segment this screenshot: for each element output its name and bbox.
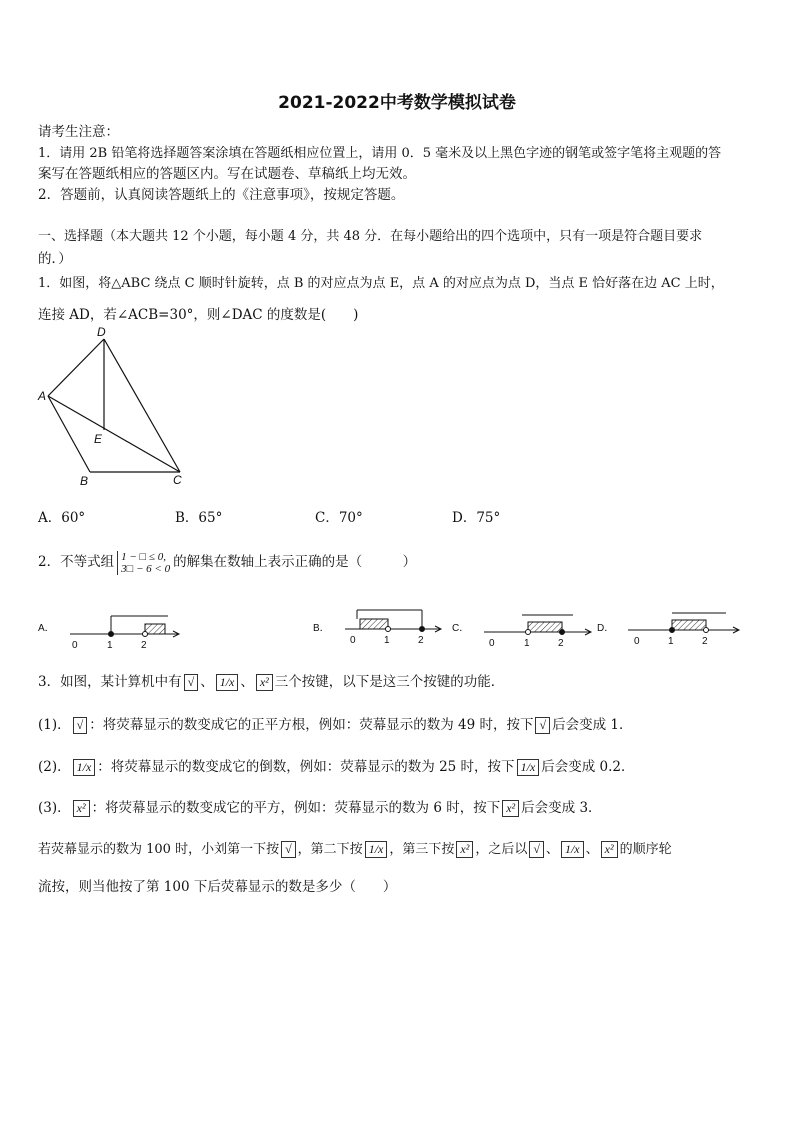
f1-text: ：将荧幕显示的数变成它的正平方根，例如：荧幕显示的数为 49 时，按下	[89, 717, 534, 733]
sqrt-key[interactable]: √	[184, 674, 199, 691]
tick-1-c: 1	[524, 638, 530, 649]
option-a-letter[interactable]: A．	[38, 623, 55, 634]
tick-2-b: 2	[418, 635, 424, 646]
page-title: 2021-2022中考数学模拟试卷	[278, 93, 516, 113]
last-c: ，第三下按	[389, 842, 455, 857]
tick-1-d: 1	[668, 636, 674, 647]
inequality-2: 3□ − 6 < 0	[121, 562, 171, 575]
segment-dc	[104, 339, 180, 472]
last-d: ，之后以	[475, 842, 528, 857]
q1-text-line1: 1．如图，将△ABC 绕点 C 顺时针旋转，点 B 的对应点为点 E，点 A 的对应点为点 D，当点 E 恰好落在边 AC 上时，	[38, 276, 724, 291]
f2-prefix: (2)．	[38, 759, 71, 775]
q1-option-a[interactable]: A．60°	[38, 510, 86, 526]
reciprocal-key[interactable]: 1/x	[561, 841, 584, 858]
label-d: D	[97, 325, 106, 339]
segment-ad	[48, 339, 104, 396]
q2-number-lines	[0, 606, 794, 652]
reciprocal-key[interactable]: 1/x	[517, 759, 540, 776]
option-c-letter[interactable]: C．	[452, 623, 470, 634]
label-a: A	[38, 389, 47, 403]
q3-function-2	[38, 755, 635, 776]
number-line-d	[628, 613, 739, 633]
reciprocal-key[interactable]: 1/x	[73, 759, 96, 776]
tick-0-c: 0	[489, 638, 495, 649]
notice-heading: 请考生注意：	[38, 124, 119, 140]
last-f: 、	[585, 842, 599, 857]
sqrt-key[interactable]: √	[281, 841, 296, 858]
q2-suffix: 的解集在数轴上表示正确的是（ ）	[173, 554, 417, 570]
q3-intro	[38, 670, 504, 691]
q3-sep1: 、	[200, 674, 214, 690]
q3-sep2: 、	[240, 674, 254, 690]
segment-ac	[48, 396, 180, 472]
tick-0-a: 0	[72, 640, 78, 651]
square-key[interactable]: x²	[73, 800, 90, 817]
sqrt-key[interactable]: √	[73, 717, 88, 734]
section-heading-line1: 一、选择题（本大题共 12 个小题，每小题 4 分，共 48 分．在每小题给出的四个选项中，只有一项是符合题目要求	[38, 229, 703, 244]
section-heading-line2: 的．）	[38, 251, 72, 267]
q3-function-3	[38, 796, 602, 817]
number-line-c	[484, 615, 591, 635]
last-e: 、	[545, 842, 559, 857]
f1-prefix: (1)．	[38, 717, 71, 733]
tick-2-d: 2	[702, 636, 708, 647]
tick-2-c: 2	[558, 638, 564, 649]
last-b: ，第二下按	[297, 842, 363, 857]
notice-line-2: 2．答题前，认真阅读答题纸上的《注意事项》，按规定答题。	[38, 187, 405, 203]
sqrt-key[interactable]: √	[529, 841, 544, 858]
q2-stem	[38, 550, 416, 575]
q1-option-b[interactable]: B．65°	[175, 510, 223, 526]
f3-end: 后会变成 3．	[521, 800, 602, 816]
label-c: C	[173, 473, 182, 487]
tick-0-d: 0	[634, 636, 640, 647]
reciprocal-key[interactable]: 1/x	[216, 674, 239, 691]
q3-intro-a: 3．如图，某计算机中有	[38, 674, 182, 690]
option-d-letter[interactable]: D．	[597, 623, 615, 634]
q1-text-line2: 连接 AD，若∠ACB=30°，则∠DAC 的度数是( )	[38, 307, 359, 323]
inequality-system	[117, 551, 170, 575]
f3-prefix: (3)．	[38, 800, 71, 816]
last-g: 的顺序轮	[619, 842, 672, 857]
q3-function-1	[38, 713, 632, 734]
reciprocal-key[interactable]: 1/x	[365, 841, 388, 858]
f2-text: ：将荧幕显示的数变成它的倒数，例如：荧幕显示的数为 25 时，按下	[97, 759, 515, 775]
tick-0-b: 0	[350, 635, 356, 646]
notice-line-1a: 1．请用 2B 铅笔将选择题答案涂填在答题纸相应位置上，请用 0．5 毫米及以上黑色字迹的钢笔或签字笔将主观题的答	[38, 146, 722, 161]
q1-option-d[interactable]: D．75°	[452, 510, 501, 526]
square-key[interactable]: x²	[256, 674, 273, 691]
q2-prefix: 2．不等式组	[38, 554, 115, 570]
notice-line-1b: 案写在答题纸相应的答题区内。写在试题卷、草稿纸上均无效。	[38, 166, 416, 182]
tick-2-a: 2	[141, 640, 147, 651]
tick-1-a: 1	[107, 640, 113, 651]
square-key[interactable]: x²	[601, 841, 618, 858]
tick-1-b: 1	[384, 635, 390, 646]
sqrt-key[interactable]: √	[535, 717, 550, 734]
option-b-letter[interactable]: B．	[313, 623, 330, 634]
q3-question-line1	[38, 838, 672, 858]
f2-end: 后会变成 0.2．	[541, 759, 635, 775]
q1-option-c[interactable]: C．70°	[315, 510, 363, 526]
f1-end: 后会变成 1．	[552, 717, 633, 733]
square-key[interactable]: x²	[502, 800, 519, 817]
last-a: 若荧幕显示的数为 100 时，小刘第一下按	[38, 842, 280, 857]
square-key[interactable]: x²	[456, 841, 473, 858]
q3-question-line2: 流按，则当他按了第 100 下后荧幕显示的数是多少（ ）	[38, 879, 397, 895]
number-line-a	[70, 616, 179, 637]
q1-triangle-figure	[30, 322, 200, 492]
f3-text: ：将荧幕显示的数变成它的平方，例如：荧幕显示的数为 6 时，按下	[91, 800, 501, 816]
label-e: E	[94, 432, 103, 446]
q3-intro-b: 三个按键，以下是这三个按键的功能．	[274, 674, 505, 690]
inequality-1: 1 − □ ≤ 0,	[121, 550, 166, 563]
number-line-b	[345, 610, 441, 632]
label-b: B	[80, 474, 89, 488]
